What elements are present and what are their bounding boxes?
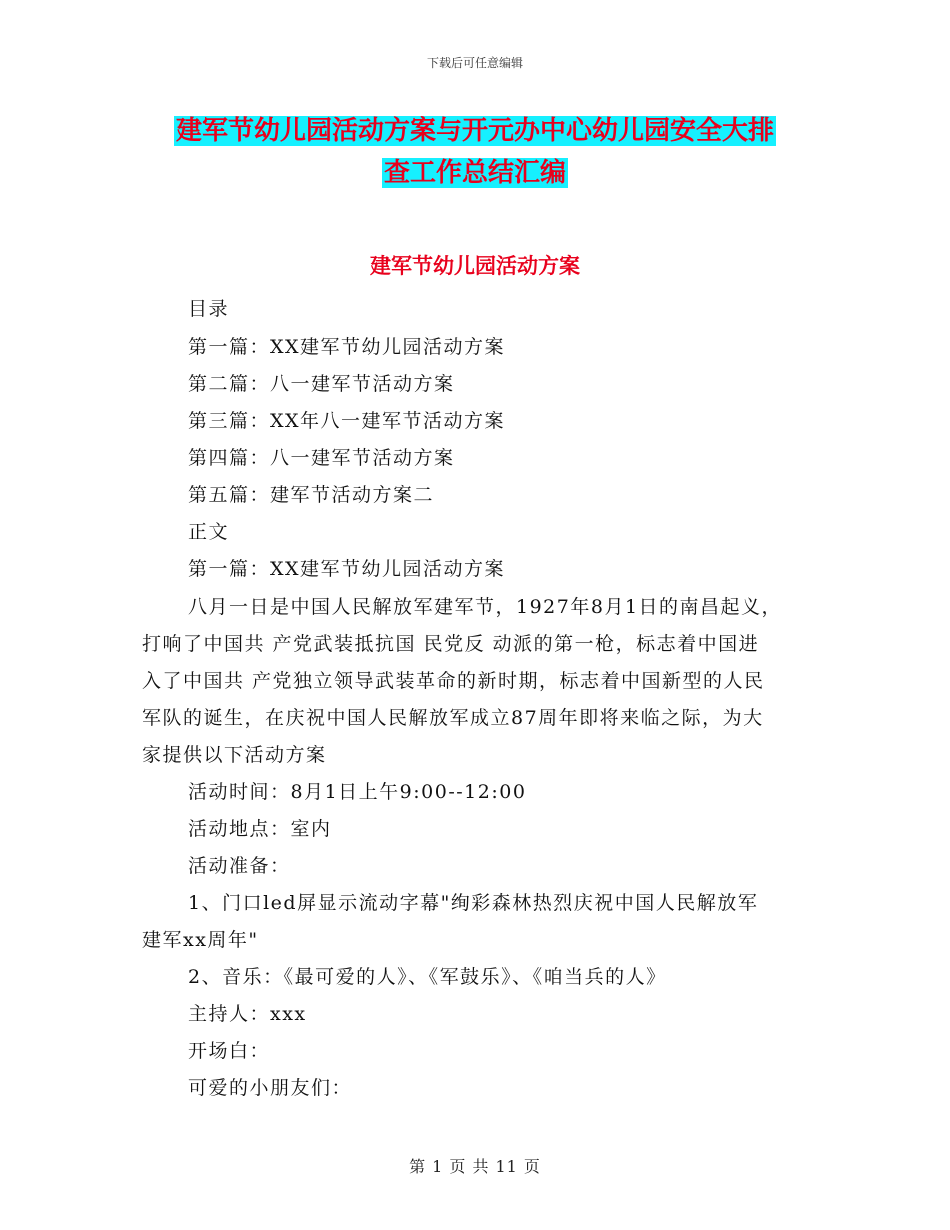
toc-heading: 目录 — [188, 298, 230, 320]
toc-item: 第三篇：XX年八一建军节活动方案 — [188, 410, 506, 432]
greeting-line: 可爱的小朋友们： — [188, 1077, 353, 1099]
activity-prep: 活动准备： — [188, 855, 291, 877]
page-label: 第 — [409, 1157, 427, 1176]
activity-place: 活动地点：室内 — [188, 818, 332, 840]
host-line: 主持人：xxx — [188, 1003, 307, 1025]
document-title-line-2: 查工作总结汇编 — [383, 158, 566, 188]
paragraph-line: 八月一日是中国人民解放军建军节，1927年8月1日的南昌起义， — [188, 596, 783, 618]
page-footer — [0, 1154, 950, 1177]
toc-item: 第一篇：XX建军节幼儿园活动方案 — [188, 336, 506, 358]
paragraph-line: 军队的诞生，在庆祝中国人民解放军成立87周年即将来临之际，为大 — [142, 707, 764, 729]
paragraph-line: 入了中国共 产党独立领导武装革命的新时期，标志着中国新型的人民 — [142, 670, 765, 692]
activity-time: 活动时间：8月1日上午9:00--12:00 — [188, 781, 527, 803]
total-label: 共 — [472, 1157, 490, 1176]
paragraph-line: 打响了中国共 产党武装抵抗国 民党反 动派的第一枪，标志着中国进 — [142, 633, 760, 655]
part1-heading: 第一篇：XX建军节幼儿园活动方案 — [188, 558, 506, 580]
page-number: 1 — [432, 1157, 444, 1176]
document-title-line-1: 建军节幼儿园活动方案与开元办中心幼儿园安全大排 — [175, 116, 774, 146]
page-unit: 页 — [449, 1157, 467, 1176]
total-unit: 页 — [523, 1157, 541, 1176]
body-heading: 正文 — [188, 521, 230, 543]
toc-item: 第四篇：八一建军节活动方案 — [188, 447, 455, 469]
total-pages: 11 — [495, 1157, 518, 1176]
paragraph-line: 家提供以下活动方案 — [142, 744, 327, 766]
prep-item-line: 1、门口led屏显示流动字幕"绚彩森林热烈庆祝中国人民解放军 — [188, 892, 759, 914]
toc-item: 第五篇：建军节活动方案二 — [188, 484, 435, 506]
opening-line: 开场白： — [188, 1040, 271, 1062]
header-note: 下载后可任意编辑 — [426, 56, 523, 70]
prep-item-line: 建军xx周年" — [142, 929, 259, 951]
prep-item-music: 2、音乐：《最可爱的人》、《军鼓乐》、《咱当兵的人》 — [188, 966, 667, 988]
toc-item: 第二篇：八一建军节活动方案 — [188, 373, 455, 395]
section-title: 建军节幼儿园活动方案 — [370, 254, 580, 278]
